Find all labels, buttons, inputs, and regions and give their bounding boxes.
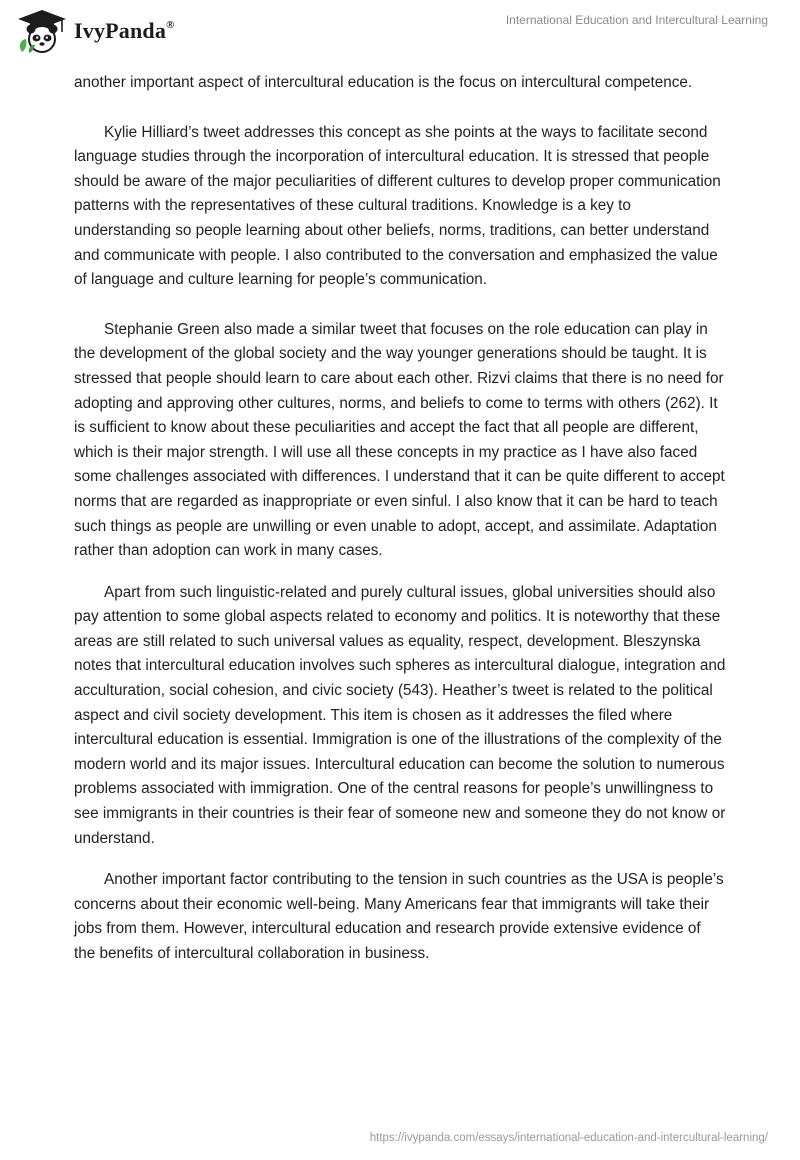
ivypanda-logo[interactable]	[16, 8, 175, 54]
document-title: International Education and Intercultural Learning	[505, 13, 768, 27]
source-url[interactable]: https://ivypanda.com/essays/international-education-and-intercultural-learning/	[369, 1132, 768, 1144]
paragraph: Kylie Hilliard’s tweet addresses this concept as she points at the ways to facilitate second language studies through the incorporation of intercultural education. It is stressed that people should be aware of the major peculiarities of different cultures to develop proper communication patterns with the representatives of these cultural traditions. Knowledge is a key to understanding so people learning about other beliefs, norms, traditions, can better understand and communicate with people. I also contributed to the conversation and emphasized the value of language and culture learning for people’s communication.	[74, 123, 721, 289]
paragraph: Apart from such linguistic-related and purely cultural issues, global universities should also pay attention to some global aspects related to economy and politics. It is noteworthy that these areas are still related to such universal values as equality, respect, development. Bleszynska notes that intercultural education involves such spheres as intercultural dialogue, integration and acculturation, social cohesion, and civic society (543). Heather’s tweet is related to the political aspect and civil society development. This item is chosen as it addresses the filed where intercultural education is essential. Immigration is one of the illustrations of the complexity of the modern world and its major issues. Intercultural education can become the solution to numerous problems associated with immigration. One of the central reasons for people’s unwillingness to see immigrants in their countries is their fear of someone new and someone they do not know or understand.	[74, 583, 726, 847]
panda-graduate-icon	[16, 8, 68, 54]
paragraph: another important aspect of intercultural education is the focus on intercultural competence.	[74, 74, 693, 91]
essay-body	[74, 71, 726, 967]
registered-mark: ®	[166, 18, 175, 31]
paragraph: Another important factor contributing to the tension in such countries as the USA is people’s concerns about their economic well-being. Many Americans fear that immigrants will take their jobs from them. However, intercultural education and research provide extensive evidence of the benefits of intercultural collaboration in business.	[74, 871, 724, 962]
page-header	[0, 0, 800, 62]
paragraph: Stephanie Green also made a similar tweet that focuses on the role education can play in the development of the global society and the way younger generations should be taught. It is stressed that people should learn to care about each other. Rizvi claims that there is no need for adopting and approving other cultures, norms, and beliefs to come to terms with others (262). It is sufficient to know about these peculiarities and accept the fact that all people are different, which is their major strength. I will use all these concepts in my practice as I have also faced some challenges associated with differences. I understand that it can be quite different to accept norms that are regarded as inappropriate or even sinful. I also know that it can be hard to teach such things as people are unwilling or even unable to adopt, accept, and assimilate. Adaptation rather than adoption can work in many cases.	[74, 320, 725, 560]
brand-name: IvyPanda®	[74, 18, 175, 43]
